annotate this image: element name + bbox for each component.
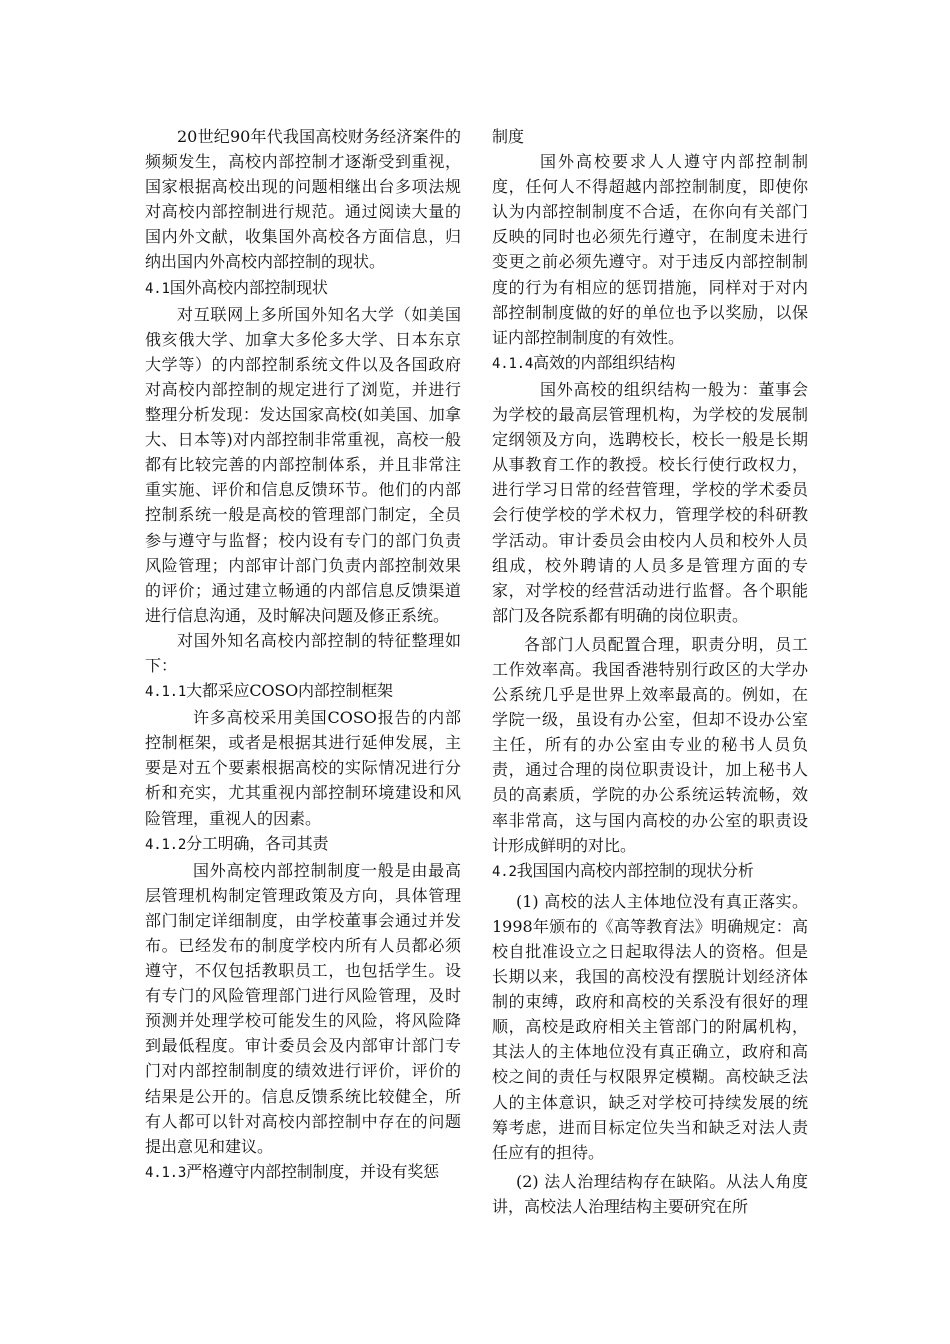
paragraph-4-1: 对互联网上多所国外知名大学（如美国俄亥俄大学、加拿大多伦多大学、日本东京大学等）的内部控制系统文件以及各国政府对高校内部控制的规定进行了浏览，并进行整理分析发现：发达国家高校(如美国、加拿大、日本等)对内部控制非常重视，高校一般都有比较完善的内部控制体系，并且非常注重实施、评价和信息反馈环节。他们的内部控制系统一般是高校的管理部门制定，全员参与遵守与监督；校内设有专门的部门负责风险管理；内部审计部门负责内部控制效果的评价；通过建立畅通的内部信息反馈渠道进行信息沟通，及时解决问题及修正系统。 [145, 304, 461, 625]
section-heading-4-2 [492, 858, 808, 885]
section-title: 大都采应COSO内部控制框架 [186, 681, 393, 701]
paragraph-4-1-2: 国外高校内部控制制度一般是由最高层管理机构制定管理政策及方向，具体管理部门制定详细制度，由学校董事会通过并发布。已经发布的制度学校内所有人员都必须遵守，不仅包括教职员工，也包括学生。设有专门的风险管理部门进行风险管理，及时预测并处理学校可能发生的风险，将风险降到最低程度。审计委员会及内部审计部门专门对内部控制制度的绩效进行评价，评价的结果是公开的。信息反馈系统比较健全，所有人都可以针对高校内部控制中存在的问题提出意见和建议。 [145, 860, 461, 1156]
section-title: 严格遵守内部控制制度，并设有奖惩 [186, 1161, 439, 1181]
right-column [492, 124, 808, 1219]
section-number: 4.1.1 [145, 684, 187, 701]
staff-paragraph: 各部门人员配置合理，职责分明，员工工作效率高。我国香港特别行政区的大学办公系统几乎是世界上效率最高的。例如，在学院一级，虽设有办公室，但却不设办公室主任，所有的办公室由专业的秘书人员负责，通过合理的岗位职责设计，加上秘书人员的高素质，学院的办公系统运转流畅，效率非常高，这与国内高校的办公室的职责设计形成鲜明的对比。 [492, 634, 808, 855]
section-heading-4-1-3 [145, 1159, 461, 1186]
paragraph-4-1-3: 国外高校要求人人遵守内部控制制度，任何人不得超越内部控制制度，即使你认为内部控制制度不合适，在你向有关部门反映的同时也必须先行遵守，在制度未进行变更之前必须先遵守。对于违反内部控制制度的行为有相应的惩罚措施，同样对于对内部控制制度做的好的单位也予以奖励，以保证内部控制制度的有效性。 [492, 152, 808, 347]
paragraph-4-1-4: 国外高校的组织结构一般为：董事会为学校的最高层管理机构，为学校的发展制定纲领及方向，选聘校长，校长一般是长期从事教育工作的教授。校长行使行政权力，进行学习日常的经营管理，学校的学术委员会行使学校的学术权力，管理学校的科研教学活动。审计委员会由校内人员和校外人员组成，校外聘请的人员多是管理方面的专家，对学校的经营活动进行监督。各个职能部门及各院系都有明确的岗位职责。 [492, 379, 808, 625]
section-title: 高效的内部组织结构 [533, 352, 676, 372]
section-number: 4.1 [145, 280, 170, 297]
section-heading-4-1 [145, 275, 461, 302]
section-number: 4.1.2 [145, 836, 187, 853]
section-number: 4.2 [492, 863, 517, 880]
section-title: 我国国内高校内部控制的现状分析 [516, 860, 754, 880]
intro-paragraph: 20世纪90年代我国高校财务经济案件的频频发生，高校内部控制才逐渐受到重视，国家根据高校出现的问题相继出台多项法规对高校内部控制进行规范。通过阅读大量的国内外文献，收集国外高校各方面信息，归纳出国内外高校内部控制的现状。 [145, 127, 461, 272]
section-number: 4.1.3 [145, 1164, 187, 1181]
section-heading-4-1-2 [145, 831, 461, 858]
section-heading-4-1-3-continued: 制度 [492, 127, 525, 146]
section-title: 国外高校内部控制现状 [169, 277, 328, 297]
section-heading-4-1-4 [492, 350, 808, 377]
section-number: 4.1.4 [492, 355, 534, 372]
paragraph-4-2-item-1: (1) 高校的法人主体地位没有真正落实。1998年颁布的《高等教育法》明确规定：高校自批准设立之日起取得法人的资格。但是长期以来，我国的高校没有摆脱计划经济体制的束缚，政府和高校的关系没有很好的理顺，高校是政府相关主管部门的附属机构，其法人的主体地位没有真正确立，政府和高校之间的责任与权限界定模糊。高校缺乏法人的主体意识，缺乏对学校可持续发展的统筹考虑，进而目标定位失当和缺乏对法人责任应有的担待。 [492, 891, 808, 1162]
paragraph-4-1-1: 许多高校采用美国COSO报告的内部控制框架，或者是根据其进行延伸发展，主要是对五个要素根据高校的实际情况进行分析和充实，尤其重视内部控制环境建设和风险管理，重视人的因素。 [145, 708, 461, 828]
left-column [145, 124, 461, 1186]
paragraph-4-2-item-2: (2) 法人治理结构存在缺陷。从法人角度讲，高校法人治理结构主要研究在所 [492, 1171, 808, 1216]
section-title: 分工明确，各司其责 [186, 833, 329, 853]
summary-paragraph: 对国外知名高校内部控制的特征整理如下： [145, 630, 461, 675]
section-heading-4-1-1 [145, 678, 461, 705]
